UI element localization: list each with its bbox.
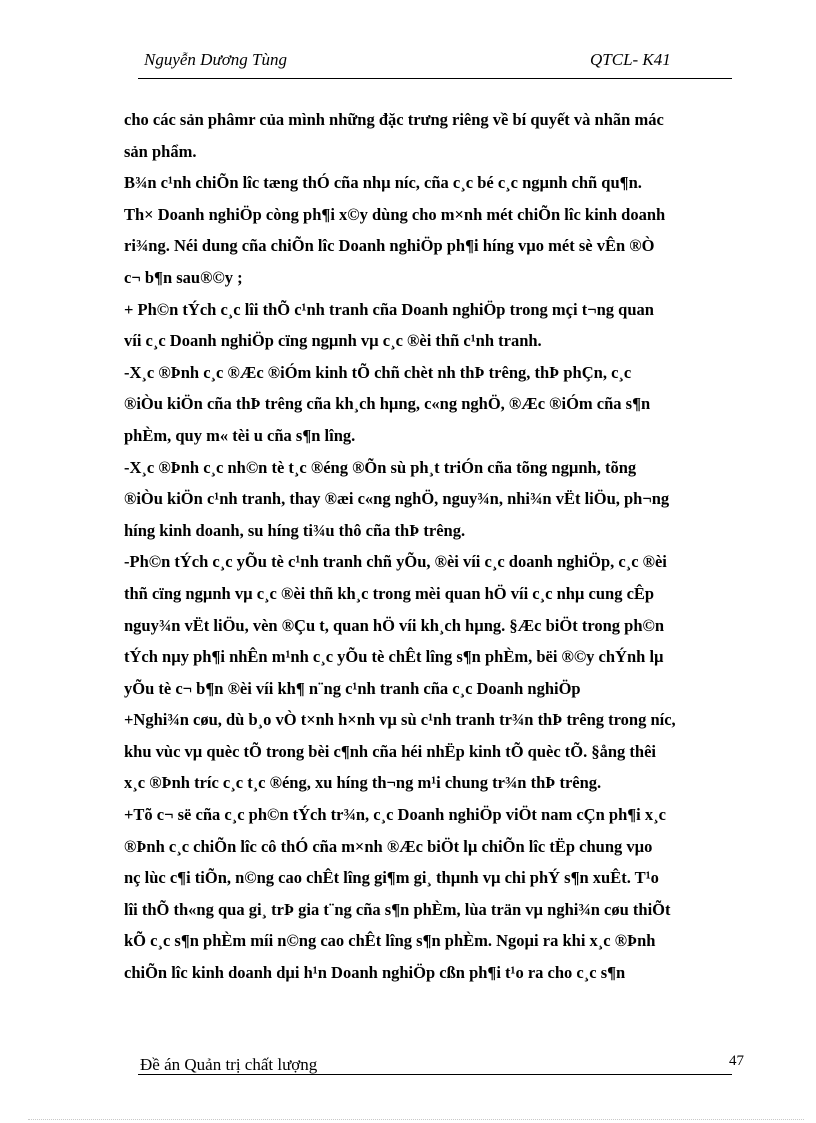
text-line: nguy¾n vËt liÖu, vèn ®Çu t, quan hÖ víi kh¸ch hµng. §Æc biÖt trong ph©n: [124, 615, 665, 635]
text-line: tÝch nµy ph¶i nhÊn m¹nh c¸c yÕu tè chÊt lîng s¶n phÈm, bëi ®©y chÝnh lµ: [124, 647, 664, 667]
text-line: cho các sản phâmr của mình những đặc trưng riêng về bí quyết và nhãn mác: [124, 110, 664, 129]
text-line: -Ph©n tÝch c¸c yÕu tè c¹nh tranh chñ yÕu, ®èi víi c¸c doanh nghiÖp, c¸c ®èi: [124, 552, 667, 572]
text-line: x¸c ®Þnh tríc c¸c t¸c ®éng, xu híng th¬ng m¹i chung tr¾n thÞ trêng.: [124, 773, 602, 793]
text-line: sản phẩm.: [124, 141, 197, 161]
text-line: híng kinh doanh, su híng ti¾u thô cña thÞ trêng.: [124, 520, 466, 540]
text-line: +Nghi¾n cøu, dù b¸o vÒ t×nh h×nh vµ sù c¹nh tranh tr¾n thÞ trêng trong níc,: [124, 710, 676, 730]
text-line: chiÕn lîc kinh doanh dµi h¹n Doanh nghiÖp cßn ph¶i t¹o ra cho c¸c s¶n: [124, 963, 626, 983]
text-line: ®iÒu kiÖn c¹nh tranh, thay ®æi c«ng nghÖ, nguy¾n, nhi¾n vËt liÖu, ph¬ng: [124, 489, 670, 509]
text-line: víi c¸c Doanh nghiÖp cïng ngµnh vµ c¸c ®èi thñ c¹nh tranh.: [124, 331, 542, 351]
text-line: c¬ b¶n sau®©y ;: [124, 267, 243, 287]
body-text: [124, 104, 764, 989]
page-number: 47: [729, 1053, 744, 1069]
footer-title: Đề án Quản trị chất lượng: [140, 1055, 318, 1074]
text-line: + Ph©n tÝch c¸c lîi thÕ c¹nh tranh cña Doanh nghiÖp trong mçi t¬ng quan: [124, 299, 654, 319]
text-line: -X¸c ®Þnh c¸c nh©n tè t¸c ®éng ®Õn sù ph¸t triÓn cña tõng ngµnh, tõng: [124, 457, 637, 477]
text-line: lîi thÕ th«ng qua gi¸ trÞ gia t¨ng cña s¶n phÈm, lùa trän vµ nghi¾n cøu thiÕt: [124, 899, 671, 919]
text-line: nç lùc c¶i tiÕn, n©ng cao chÊt lîng gi¶m gi¸ thµnh vµ chi phÝ s¶n xuÊt. T¹o: [124, 868, 659, 888]
text-line: Th× Doanh nghiÖp còng ph¶i x©y dùng cho m×nh mét chiÕn lîc kinh doanh: [124, 204, 666, 224]
text-line: -X¸c ®Þnh c¸c ®Æc ®iÓm kinh tÕ chñ chèt nh thÞ trêng, thÞ phÇn, c¸c: [124, 362, 632, 382]
text-line: yÕu tè c¬ b¶n ®èi víi kh¶ n¨ng c¹nh tranh cña c¸c Doanh nghiÖp: [124, 678, 581, 698]
page-header: [138, 48, 732, 79]
text-line: B¾n c¹nh chiÕn lîc tæng thÓ cña nhµ níc, cña c¸c bé c¸c ngµnh chñ qu¶n.: [124, 173, 642, 193]
text-line: +Tõ c¬ së cña c¸c ph©n tÝch tr¾n, c¸c Doanh nghiÖp viÖt nam cÇn ph¶i x¸c: [124, 805, 666, 825]
page-footer: [138, 1050, 744, 1075]
page-edge-divider: [28, 1119, 804, 1120]
header-author: Nguyễn Dương Tùng: [144, 50, 288, 69]
text-line: thñ cïng ngµnh vµ c¸c ®èi thñ kh¸c trong mèi quan hÖ víi c¸c nhµ cung cÊp: [124, 583, 655, 603]
text-line: khu vùc vµ quèc tÕ trong bèi c¶nh cña héi nhËp kinh tÕ quèc tÕ. §ång thêi: [124, 741, 657, 761]
text-line: kÕ c¸c s¶n phÈm míi n©ng cao chÊt lîng s¶n phÈm. Ngoµi ra khi x¸c ®Þnh: [124, 931, 656, 951]
text-line: ®Þnh c¸c chiÕn lîc cô thÓ cña m×nh ®Æc biÖt lµ chiÕn lîc tËp chung vµo: [124, 836, 653, 856]
text-line: ri¾ng. Néi dung cña chiÕn lîc Doanh nghiÖp ph¶i híng vµo mét sè vÊn ®Ò: [124, 236, 655, 256]
header-class-code: QTCL- K41: [590, 50, 671, 69]
text-line: ®iÒu kiÖn cña thÞ trêng cña kh¸ch hµng, c«ng nghÖ, ®Æc ®iÓm cña s¶n: [124, 394, 651, 414]
text-line: phÈm, quy m« tèi u cña s¶n lîng.: [124, 425, 356, 445]
